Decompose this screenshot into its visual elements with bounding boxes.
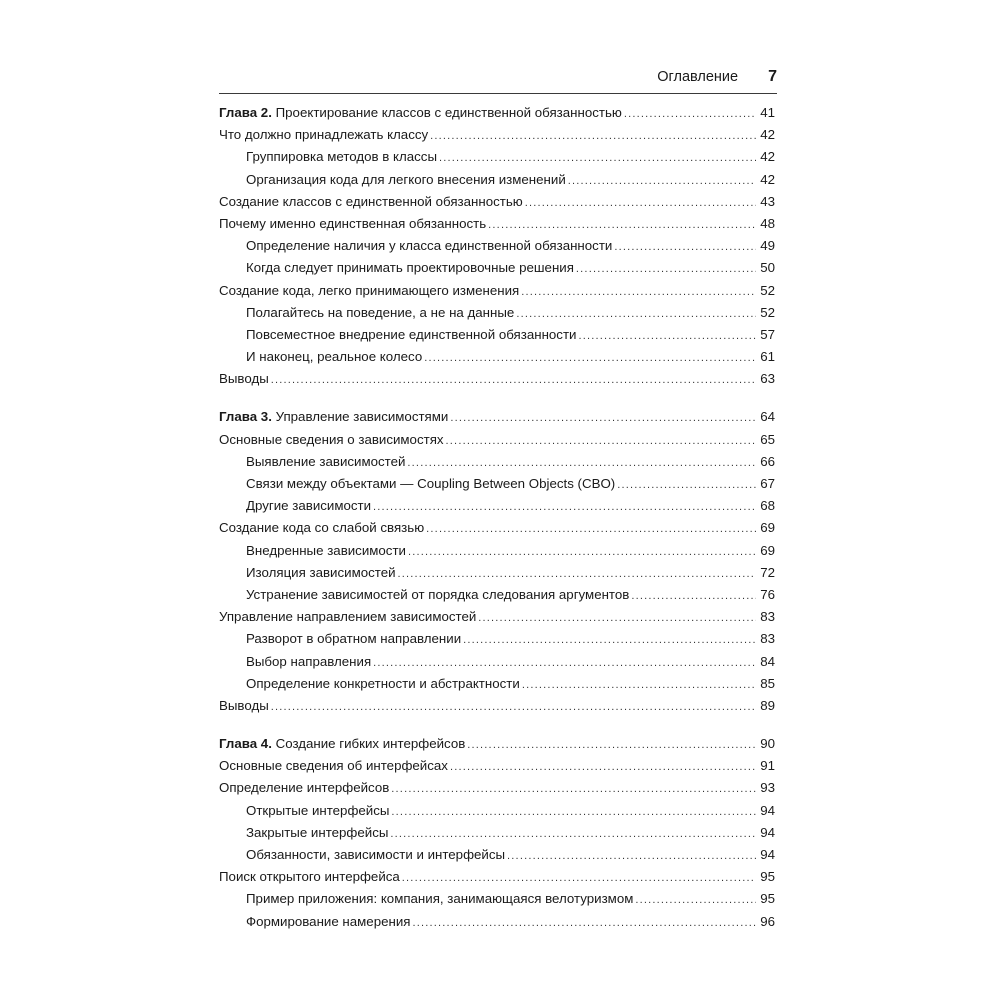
toc-subsection-entry[interactable] <box>219 822 775 844</box>
dot-leader <box>402 867 756 889</box>
toc-page-number: 94 <box>760 802 775 818</box>
toc-entry-title: Связи между объектами — Coupling Between Objects (CBO) <box>246 476 616 491</box>
toc-subsection-entry[interactable] <box>219 235 775 257</box>
dot-leader <box>488 214 756 236</box>
toc-entry-title: Внедренные зависимости <box>246 542 406 558</box>
toc-page-number: 48 <box>760 215 775 231</box>
toc-entry-title: Определение интерфейсов <box>219 780 390 796</box>
toc-page-number: 68 <box>760 498 775 514</box>
toc-entry-title: Организация кода для легкого внесения изменений <box>246 171 566 187</box>
toc-page-number: 76 <box>760 586 775 602</box>
toc-entry-title: Другие зависимости <box>246 498 372 514</box>
dot-leader <box>424 347 756 369</box>
toc-section-entry[interactable] <box>219 755 775 777</box>
dot-leader <box>398 563 757 585</box>
toc-section-entry[interactable] <box>219 777 775 799</box>
toc-subsection-entry[interactable] <box>219 302 775 324</box>
toc-subsection-entry[interactable] <box>219 628 775 650</box>
toc-section-entry[interactable] <box>219 866 775 888</box>
dot-leader <box>617 474 756 496</box>
toc-page-number: 89 <box>760 697 775 713</box>
toc-section-entry[interactable] <box>219 429 775 451</box>
toc-subsection-entry[interactable] <box>219 651 775 673</box>
toc-page-number: 63 <box>760 371 775 387</box>
toc-entry-title: Выявление зависимостей <box>246 453 406 469</box>
toc-page-number: 94 <box>760 847 775 862</box>
chapter-title: Создание гибких интерфейсов <box>275 736 466 752</box>
dot-leader <box>450 407 756 429</box>
toc-page-number: 83 <box>760 609 775 625</box>
toc-page-number: 95 <box>760 869 775 885</box>
dot-leader <box>631 585 756 607</box>
toc-chapter-title <box>219 733 465 755</box>
toc-page-number: 52 <box>760 282 775 298</box>
toc-section-entry[interactable] <box>219 517 775 539</box>
toc-page-number: 96 <box>760 913 775 929</box>
toc-subsection-entry[interactable] <box>219 800 775 822</box>
toc-entry-title: Определение наличия у класса единственной обязанности <box>246 238 613 254</box>
toc-page-number: 42 <box>760 127 775 143</box>
toc-entry-title: Выводы <box>219 697 269 713</box>
toc-page-number: 69 <box>760 520 775 536</box>
toc-entry-title: Управление направлением зависимостей <box>219 609 477 625</box>
toc-entry-title: Основные сведения о зависимостях <box>219 431 444 447</box>
toc-entry-title: Создание кода, легко принимающего изменения <box>219 282 520 298</box>
toc-chapter-title <box>219 406 448 428</box>
dot-leader <box>568 170 756 192</box>
dot-leader <box>522 674 756 696</box>
toc-subsection-entry[interactable] <box>219 911 775 933</box>
toc-subsection-entry[interactable] <box>219 169 775 191</box>
toc-entry-title: Выбор направления <box>246 653 372 669</box>
toc-subsection-entry[interactable] <box>219 257 775 279</box>
table-of-contents <box>219 102 775 949</box>
toc-subsection-entry[interactable] <box>219 451 775 473</box>
toc-entry-title: Почему именно единственная обязанность <box>219 215 487 231</box>
toc-entry-title: Группировка методов в классы <box>246 149 438 165</box>
toc-entry-title: Формирование намерения <box>246 913 411 929</box>
toc-section-entry[interactable] <box>219 191 775 213</box>
dot-leader <box>426 518 756 540</box>
toc-entry-title: Открытые интерфейсы <box>246 802 390 818</box>
toc-section-entry[interactable] <box>219 606 775 628</box>
toc-entry-title: Поиск открытого интерфейса <box>219 869 400 885</box>
toc-page-number: 65 <box>760 431 775 447</box>
toc-entry-title: Изоляция зависимостей <box>246 564 396 580</box>
toc-entry-title: Определение конкретности и абстрактности <box>246 675 520 691</box>
chapter-block <box>219 733 775 933</box>
dot-leader <box>478 607 756 629</box>
toc-page-number: 43 <box>760 193 775 209</box>
dot-leader <box>450 756 756 778</box>
toc-entry-title: Обязанности, зависимости и интерфейсы <box>246 847 506 862</box>
toc-subsection-entry[interactable] <box>219 495 775 517</box>
header-divider <box>219 93 777 94</box>
toc-entry-title: Выводы <box>219 371 269 387</box>
toc-page-number: 93 <box>760 780 775 796</box>
toc-subsection-entry[interactable] <box>219 584 775 606</box>
toc-page-number: 49 <box>760 238 775 254</box>
toc-page-number: 95 <box>760 891 775 907</box>
chapter-label: Глава 3. <box>219 409 272 425</box>
toc-page-number: 66 <box>760 453 775 469</box>
toc-entry-title: Полагайтесь на поведение, а не на данные <box>246 304 515 320</box>
toc-page-number: 57 <box>760 326 775 342</box>
toc-page-number: 83 <box>760 631 775 647</box>
toc-entry-title: Разворот в обратном направлении <box>246 631 462 647</box>
toc-page-number: 42 <box>760 171 775 187</box>
chapter-block <box>219 102 775 390</box>
dot-leader <box>576 258 756 280</box>
dot-leader <box>507 845 756 867</box>
toc-chapter-entry[interactable] <box>219 733 775 755</box>
toc-section-entry[interactable] <box>219 368 775 390</box>
dot-leader <box>521 281 756 303</box>
toc-section-entry[interactable] <box>219 280 775 302</box>
dot-leader <box>271 369 756 391</box>
dot-leader <box>412 912 756 934</box>
toc-page-number: 94 <box>760 824 775 840</box>
toc-page-number: 72 <box>760 564 775 580</box>
toc-entry-title: Когда следует принимать проектировочные решения <box>246 260 574 276</box>
dot-leader <box>407 452 756 474</box>
dot-leader <box>624 103 756 125</box>
toc-page-number: 52 <box>760 304 775 320</box>
toc-entry-title: Пример приложения: компания, занимающаяся велотуризмом <box>246 891 634 907</box>
toc-entry-title: Создание кода со слабой связью <box>219 520 425 536</box>
toc-chapter-entry[interactable] <box>219 406 775 428</box>
toc-entry-title: Основные сведения об интерфейсах <box>219 758 448 774</box>
toc-subsection-entry[interactable] <box>219 844 775 866</box>
page-number: 7 <box>768 68 777 85</box>
toc-page-number: 64 <box>760 409 775 425</box>
toc-entry-title: И наконец, реальное колесо <box>246 349 423 365</box>
toc-page-number: 90 <box>760 736 775 752</box>
dot-leader <box>635 889 756 911</box>
dot-leader <box>390 823 756 845</box>
toc-section-entry[interactable] <box>219 124 775 146</box>
toc-subsection-entry[interactable] <box>219 888 775 910</box>
dot-leader <box>578 325 756 347</box>
toc-page-number: 85 <box>760 675 775 691</box>
dot-leader <box>373 496 756 518</box>
dot-leader <box>525 192 756 214</box>
toc-chapter-entry[interactable] <box>219 102 775 124</box>
dot-leader <box>391 801 756 823</box>
toc-section-entry[interactable] <box>219 213 775 235</box>
dot-leader <box>467 734 756 756</box>
toc-page-number: 67 <box>760 476 775 491</box>
toc-entry-title: Устранение зависимостей от порядка следования аргументов <box>246 586 630 602</box>
toc-page-number: 50 <box>760 260 775 276</box>
dot-leader <box>373 652 756 674</box>
chapter-title: Управление зависимостями <box>275 409 449 425</box>
running-header-title: Оглавление <box>657 69 739 85</box>
dot-leader <box>446 430 757 452</box>
toc-page-number: 91 <box>760 758 775 774</box>
toc-page-number: 61 <box>760 349 775 365</box>
toc-subsection-entry[interactable] <box>219 473 775 495</box>
dot-leader <box>463 629 756 651</box>
chapter-block <box>219 406 775 717</box>
running-header <box>219 66 777 88</box>
toc-page-number: 42 <box>760 149 775 165</box>
toc-subsection-entry[interactable] <box>219 346 775 368</box>
dot-leader <box>430 125 756 147</box>
dot-leader <box>391 778 756 800</box>
toc-page-number: 84 <box>760 653 775 669</box>
dot-leader <box>439 147 756 169</box>
dot-leader <box>614 236 756 258</box>
chapter-label: Глава 4. <box>219 736 272 752</box>
dot-leader <box>408 541 756 563</box>
chapter-label: Глава 2. <box>219 105 272 120</box>
toc-chapter-title <box>219 102 622 124</box>
toc-subsection-entry[interactable] <box>219 540 775 562</box>
dot-leader <box>516 303 756 325</box>
toc-page-number: 41 <box>760 105 775 120</box>
toc-subsection-entry[interactable] <box>219 146 775 168</box>
toc-subsection-entry[interactable] <box>219 324 775 346</box>
toc-subsection-entry[interactable] <box>219 673 775 695</box>
toc-subsection-entry[interactable] <box>219 562 775 584</box>
toc-page-number: 69 <box>760 542 775 558</box>
toc-section-entry[interactable] <box>219 695 775 717</box>
toc-entry-title: Закрытые интерфейсы <box>246 824 389 840</box>
dot-leader <box>271 696 756 718</box>
toc-entry-title: Создание классов с единственной обязанностью <box>219 193 523 209</box>
toc-entry-title: Что должно принадлежать классу <box>219 127 429 143</box>
chapter-title: Проектирование классов с единственной обязанностью <box>275 105 622 120</box>
toc-entry-title: Повсеместное внедрение единственной обязанности <box>246 326 577 342</box>
